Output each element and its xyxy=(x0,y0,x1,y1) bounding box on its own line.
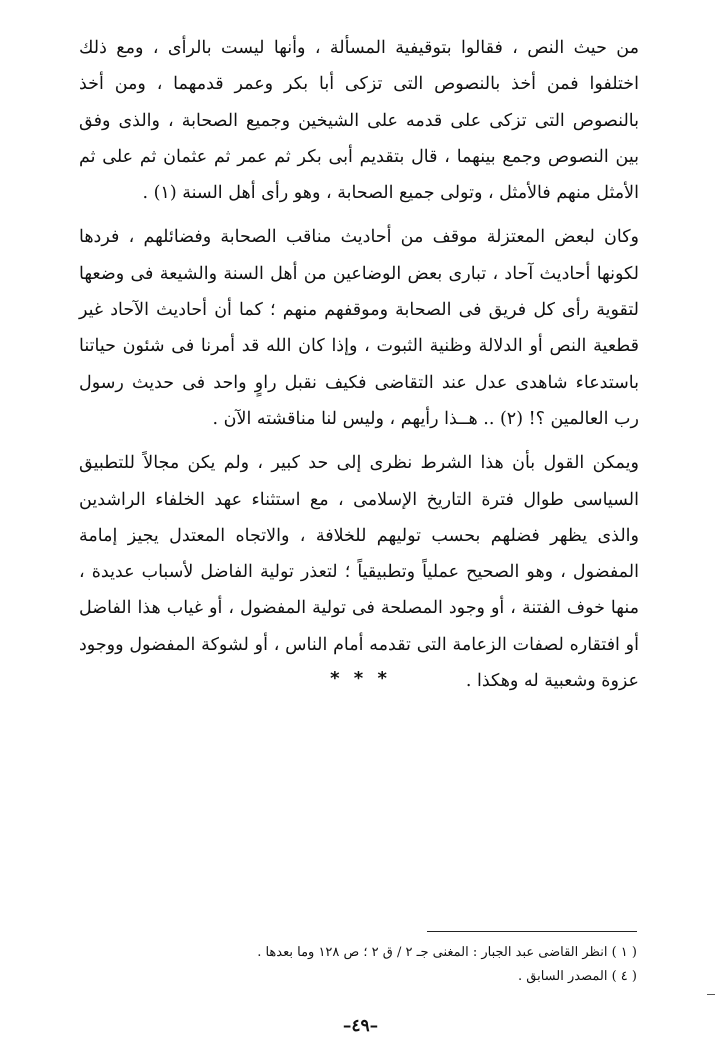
footnote-1: ( ١ ) انظر القاضى عبد الجبار : المغنى جـ ٢ / ق ٢ ؛ ص ١٢٨ وما بعدها . xyxy=(257,945,637,960)
section-separator: * * * xyxy=(330,668,391,689)
footnote-divider xyxy=(427,931,637,932)
paragraph-1: من حيث النص ، فقالوا بتوقيفية المسألة ، وأنها ليست بالرأى ، ومع ذلك اختلفوا فمن أخذ بالنصوص التى تزكى أبا بكر وعمر قدمهما ، ومن أخذ بالنصوص التى تزكى على قدمه على الشيخين وجميع الصحابة ، والذى وفق بين النصوص وجمع بينهما ، قال بتقديم أبى بكر ثم عمر ثم عثمان ثم على ثم الأمثل منهم فالأمثل ، وتولى جميع الصحابة ، وهو رأى أهل السنة (١) . xyxy=(79,38,639,204)
footnote-2: ( ٤ ) المصدر السابق . xyxy=(518,969,637,984)
page-number: –٤٩– xyxy=(342,1016,379,1036)
scan-edge-mark xyxy=(707,994,715,995)
paragraph-2: وكان لبعض المعتزلة موقف من أحاديث مناقب الصحابة وفضائلهم ، فردها لكونها أحاديث آحاد ، تبارى بعض الوضاعين من أهل السنة والشيعة فى وضعها لتقوية رأى كل فريق فى الصحابة وموقفهم منهم ؛ كما أن أحاديث الآحاد غير قطعية النص أو الدلالة وظنية الثبوت ، وإذا كان الله قد أمرنا فى شئون حياتنا باستدعاء شاهدى عدل عند التقاضى فكيف نقبل راوٍ واحد فى حديث رسول رب العالمين ؟! (٢) .. هــذا رأيهم ، وليس لنا مناقشته الآن . xyxy=(79,227,639,429)
footnotes xyxy=(97,941,637,989)
main-text xyxy=(79,30,639,699)
paragraph-3: ويمكن القول بأن هذا الشرط نظرى إلى حد كبير ، ولم يكن مجالاً للتطبيق السياسى طوال فترة التاريخ الإسلامى ، مع استثناء عهد الخلفاء الراشدين والذى يظهر فضلهم بحسب توليهم للخلافة ، والاتجاه المعتدل يجيز إمامة المفضول ، وهو الصحيح عملياً وتطبيقياً ؛ لتعذر تولية الفاضل لأسباب عديدة ، منها خوف الفتنة ، أو وجود المصلحة فى تولية المفضول ، أو غياب هذا الفاضل أو افتقاره لصفات الزعامة التى تقدمه أمام الناس ، أو لشوكة المفضول ووجود عزوة وشعبية له وهكذا . xyxy=(79,453,639,692)
